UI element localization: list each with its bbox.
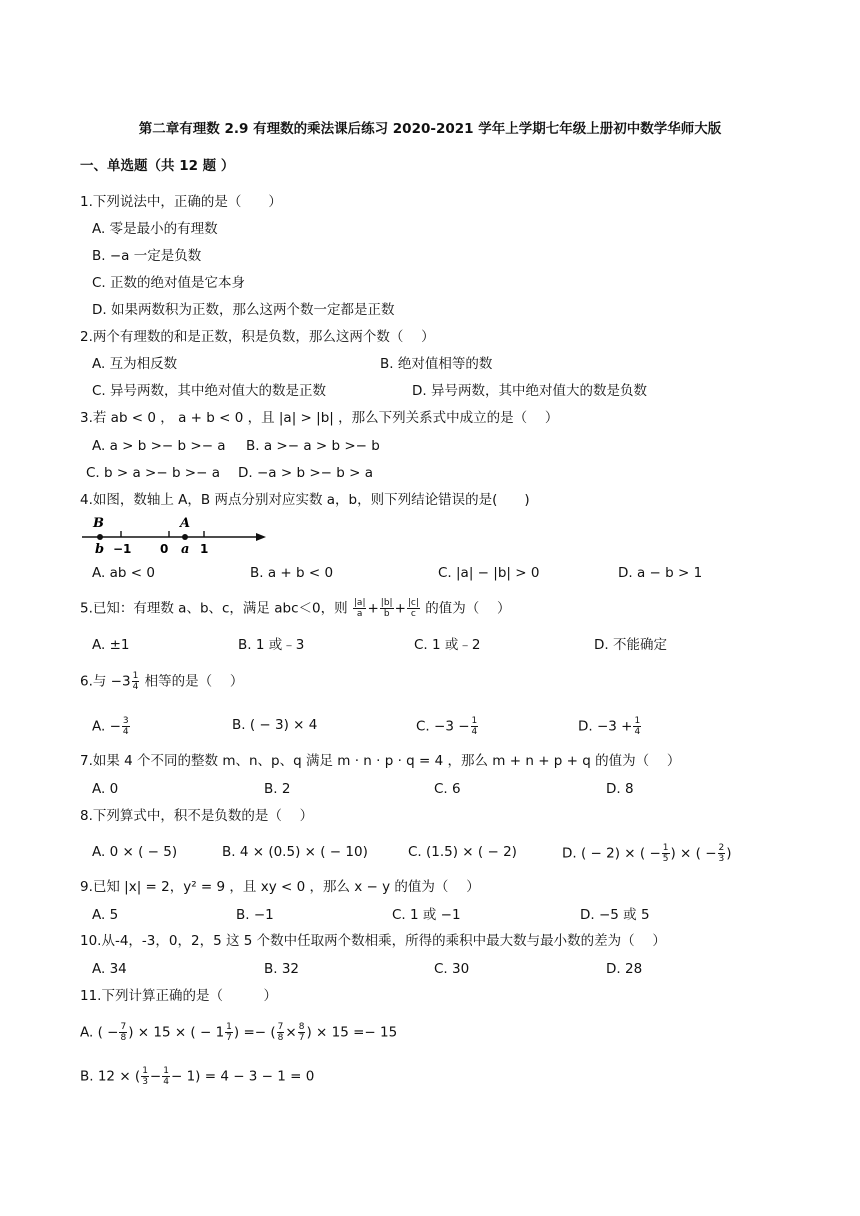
section-heading: 一、单选题（共 12 题 ）	[80, 158, 235, 174]
q6-stem-pre: 6.与 −3	[80, 673, 131, 690]
question-10-stem: 10.从-4，-3，0，2，5 这 5 个数中任取两个数相乘，所得的乘积中最大数与最小数的差为（ ）	[80, 933, 666, 949]
number-line-figure	[80, 514, 270, 560]
q3-option-c: C. b > a >− b >− a	[86, 465, 220, 481]
q7-option-d: D. 8	[606, 781, 634, 797]
point-a-dot	[182, 534, 188, 540]
number-line-arrow	[256, 533, 266, 541]
q3-option-a: A. a > b >− b >− a	[92, 438, 226, 454]
q6-stem-post: 相等的是（ ）	[144, 673, 244, 690]
q11-option-b: B. 12 × ( $\frac{1}{3}$ − $\frac{1}{4}$ − 1) = 4 − 3 − 1 = 0	[80, 1066, 315, 1087]
q9-option-a: A. 5	[92, 907, 119, 923]
q2-option-b: B. 绝对值相等的数	[380, 356, 493, 372]
q4-option-a: A. ab < 0	[92, 565, 155, 581]
q4-option-b: B. a + b < 0	[250, 565, 334, 581]
label-one: 1	[200, 542, 209, 556]
q10-option-d: D. 28	[606, 961, 643, 977]
q9-option-c: C. 1 或 −1	[392, 907, 461, 923]
q8-option-a: A. 0 × ( − 5)	[92, 844, 178, 860]
q6-option-a: A. − $\frac{3}{4}$	[92, 716, 129, 737]
q6-option-b: B. ( − 3) × 4	[232, 717, 318, 733]
q7-option-b: B. 2	[264, 781, 291, 797]
q8-option-d: D. ( − 2) × ( − $\frac{1}{5}$ ) × ( − $\frac{2}{3}$ )	[562, 843, 732, 864]
question-3-stem: 3.若 ab < 0 ， a + b < 0 ，且 |a| > |b| ，那么下列关系式中成立的是（ ）	[80, 410, 559, 426]
label-a: a	[181, 542, 190, 557]
page-title: 第二章有理数 2.9 有理数的乘法课后练习 2020-2021 学年上学期七年级上册初中数学华师大版	[138, 121, 722, 137]
q7-option-a: A. 0	[92, 781, 119, 797]
q1-option-b: B. −a 一定是负数	[92, 248, 202, 264]
q7-option-c: C. 6	[434, 781, 461, 797]
q6-option-d: D. −3 + $\frac{1}{4}$	[578, 716, 641, 737]
q10-option-c: C. 30	[434, 961, 470, 977]
label-point-a: A	[180, 516, 191, 531]
q3-option-b: B. a >− a > b >− b	[246, 438, 380, 454]
q2-option-c: C. 异号两数，其中绝对值大的数是正数	[92, 383, 327, 399]
fraction-one-quarter: $\frac{1}{4}$	[132, 671, 139, 692]
question-4-stem: 4.如图，数轴上 A，B 两点分别对应实数 a，b，则下列结论错误的是( )	[80, 492, 530, 508]
label-point-b: B	[93, 516, 104, 531]
question-6-stem	[80, 671, 243, 692]
q2-option-d: D. 异号两数，其中绝对值大的数是负数	[412, 383, 647, 399]
q9-option-b: B. −1	[236, 907, 274, 923]
q3-option-d: D. −a > b >− b > a	[238, 465, 373, 481]
q5-option-d: D. 不能确定	[594, 637, 667, 653]
q10-option-b: B. 32	[264, 961, 300, 977]
q10-option-a: A. 34	[92, 961, 127, 977]
q11-option-a: A. ( − $\frac{7}{8}$ ) × 15 × ( − 1 $\frac{1}{7}$ ) =− ( $\frac{7}{8}$ × $\frac{8}{7}$ ) × 15 =− 15	[80, 1022, 398, 1043]
q4-option-c: C. |a| − |b| > 0	[438, 565, 540, 581]
question-2-stem: 2.两个有理数的和是正数，积是负数，那么这两个数（ ）	[80, 329, 435, 345]
q6-option-c: C. −3 − $\frac{1}{4}$	[416, 716, 478, 737]
q1-option-d: D. 如果两数积为正数，那么这两个数一定都是正数	[92, 302, 395, 318]
label-zero: 0	[160, 542, 169, 556]
q5-option-c: C. 1 或﹣2	[414, 637, 481, 653]
q2-option-a: A. 互为相反数	[92, 356, 178, 372]
question-7-stem: 7.如果 4 个不同的整数 m、n、p、q 满足 m · n · p · q = 4 ，那么 m + n + p + q 的值为（ ）	[80, 753, 681, 769]
question-9-stem: 9.已知 |x| = 2，y² = 9 ，且 xy < 0 ，那么 x − y 的值为（ ）	[80, 879, 480, 895]
q1-option-a: A. 零是最小的有理数	[92, 221, 218, 237]
question-5-stem: 5.已知：有理数 a、b、c，满足 abc＜0，则 $\frac{|a|}{a}$ + $\frac{|b|}{b}$ + $\frac{|c|}{c}$ 的值为（ ）	[80, 598, 511, 619]
fraction-abs-a-over-a: $\frac{|a|}{a}$	[353, 598, 366, 619]
q4-option-d: D. a − b > 1	[618, 565, 703, 581]
q5-option-b: B. 1 或﹣3	[238, 637, 305, 653]
fraction-abs-b-over-b: $\frac{|b|}{b}$	[380, 598, 393, 619]
point-b-dot	[97, 534, 103, 540]
label-b: b	[95, 542, 105, 557]
q5-stem-post: 的值为（ ）	[425, 600, 511, 617]
question-11-stem: 11.下列计算正确的是（ ）	[80, 988, 277, 1004]
q8-option-b: B. 4 × (0.5) × ( − 10)	[222, 844, 368, 860]
fraction-abs-c-over-c: $\frac{|c|}{c}$	[407, 598, 419, 619]
q5-stem-pre: 5.已知：有理数 a、b、c，满足 abc＜0，则	[80, 600, 348, 617]
label-minus-one: −1	[113, 542, 132, 556]
q8-option-c: C. (1.5) × ( − 2)	[408, 844, 517, 860]
q1-option-c: C. 正数的绝对值是它本身	[92, 275, 246, 291]
q9-option-d: D. −5 或 5	[580, 907, 650, 923]
question-8-stem: 8.下列算式中，积不是负数的是（ ）	[80, 808, 314, 824]
question-1-stem: 1.下列说法中，正确的是（ ）	[80, 194, 282, 210]
q5-option-a: A. ±1	[92, 637, 130, 653]
